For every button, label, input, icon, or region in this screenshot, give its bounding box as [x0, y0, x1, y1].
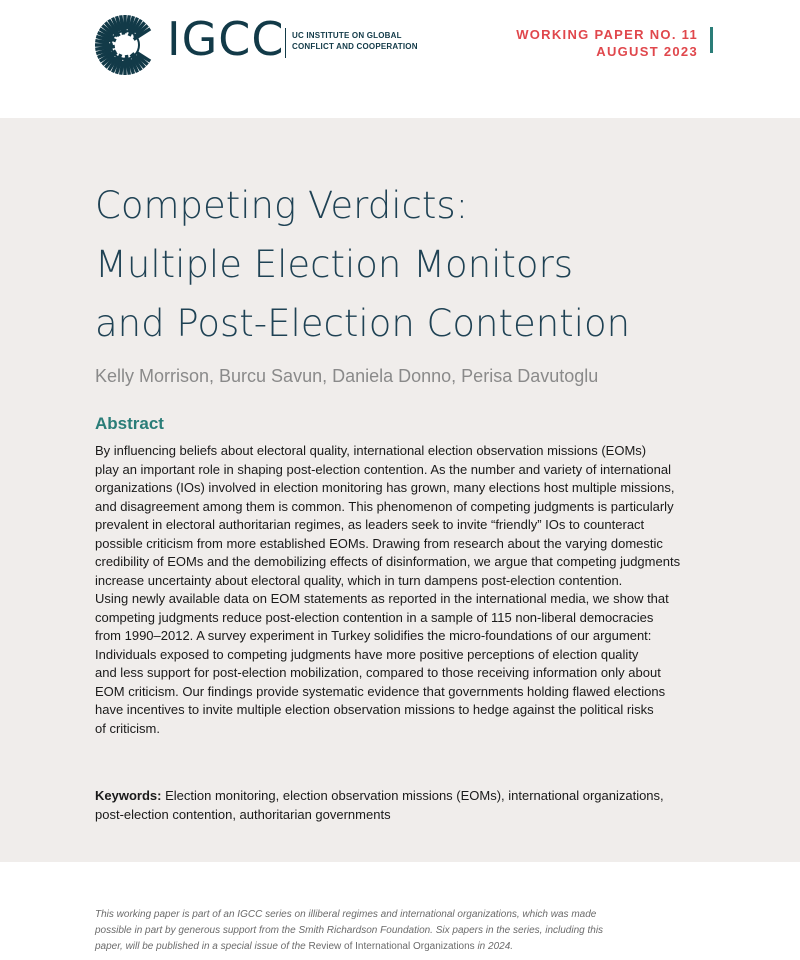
- abstract-line: from 1990–2012. A survey experiment in Turkey solidifies the micro-foundations of our argument:: [95, 628, 652, 643]
- abstract-line: of criticism.: [95, 720, 160, 736]
- abstract-line: EOM criticism. Our findings provide systematic evidence that governments holding flawed elections: [95, 683, 666, 699]
- abstract-line: Using newly available data on EOM statements as reported in the international media, we show that: [95, 591, 669, 606]
- publication-date: AUGUST 2023: [596, 44, 698, 59]
- abstract-body: [95, 442, 715, 738]
- footer-line-2: possible in part by generous support from the Smith Richardson Foundation. Six papers in the series, including this: [95, 925, 604, 936]
- keywords-label: Keywords:: [95, 788, 162, 803]
- author-list: Kelly Morrison, Burcu Savun, Daniela Donno, Perisa Davutoglu: [95, 366, 599, 386]
- accent-bar: [710, 27, 713, 53]
- igcc-logo-icon: [93, 13, 157, 77]
- logo-divider: [285, 28, 286, 58]
- tagline-line-2: CONFLICT AND COOPERATION: [292, 42, 418, 51]
- footer-line-3-end: in 2024.: [474, 941, 514, 952]
- abstract-line: increase uncertainty about electoral quality, which in turn dampens post-election contention.: [95, 572, 623, 588]
- footer-line-3-start: paper, will be published in a special issue of the: [95, 941, 309, 952]
- journal-name: Review of International Organizations: [308, 941, 475, 952]
- abstract-line: and less support for post-election mobilization, compared to those receiving information only about: [95, 665, 661, 680]
- logo-tagline: [292, 30, 418, 52]
- abstract-line: Individuals exposed to competing judgments have more positive perceptions of election quality: [95, 646, 639, 662]
- abstract-line: organizations (IOs) involved in election monitoring has grown, many elections host multiple missions,: [95, 480, 675, 495]
- abstract-line: and disagreement among them is common. This phenomenon of competing judgments is particularly: [95, 498, 674, 514]
- page-title: [95, 176, 715, 353]
- footer-note: [95, 907, 695, 955]
- abstract-line: credibility of EOMs and the demobilizing effects of disinformation, we argue that competing judgments: [95, 554, 681, 569]
- working-paper-number: WORKING PAPER NO. 11: [516, 27, 698, 42]
- footer-line-3: [95, 939, 695, 955]
- keywords-text-2: post-election contention, authoritarian governments: [95, 806, 391, 822]
- logo-wordmark: IGCC: [167, 12, 285, 66]
- keywords-text-1: Election monitoring, election observation missions (EOMs), international organizations,: [161, 788, 664, 803]
- title-line-3: and Post-Election Contention: [95, 302, 631, 345]
- keywords-line-1: [95, 787, 715, 806]
- keywords-block: [95, 787, 715, 824]
- tagline-line-1: UC INSTITUTE ON GLOBAL: [292, 31, 402, 40]
- abstract-heading: Abstract: [95, 414, 164, 433]
- page-header: [0, 0, 800, 118]
- working-paper-info: [516, 26, 698, 60]
- abstract-line: prevalent in electoral authoritarian regimes, as leaders seek to invite “friendly” IOs to counteract: [95, 517, 645, 532]
- footer-line-1: This working paper is part of an IGCC series on illiberal regimes and international organizations, which was made: [95, 909, 597, 920]
- title-line-2: Multiple Election Monitors: [95, 243, 574, 286]
- abstract-line: play an important role in shaping post-election contention. As the number and variety of international: [95, 461, 671, 477]
- abstract-line: By influencing beliefs about electoral quality, international election observation missions (EOMs): [95, 443, 647, 458]
- abstract-line: possible criticism from more established EOMs. Drawing from research about the varying domestic: [95, 535, 663, 551]
- logo-inner-ring: [111, 31, 139, 59]
- title-line-1: Competing Verdicts:: [95, 184, 469, 227]
- abstract-line: have incentives to invite multiple election observation missions to hedge against the political risks: [95, 702, 654, 717]
- abstract-line: competing judgments reduce post-election contention in a sample of 115 non-liberal democracies: [95, 609, 654, 625]
